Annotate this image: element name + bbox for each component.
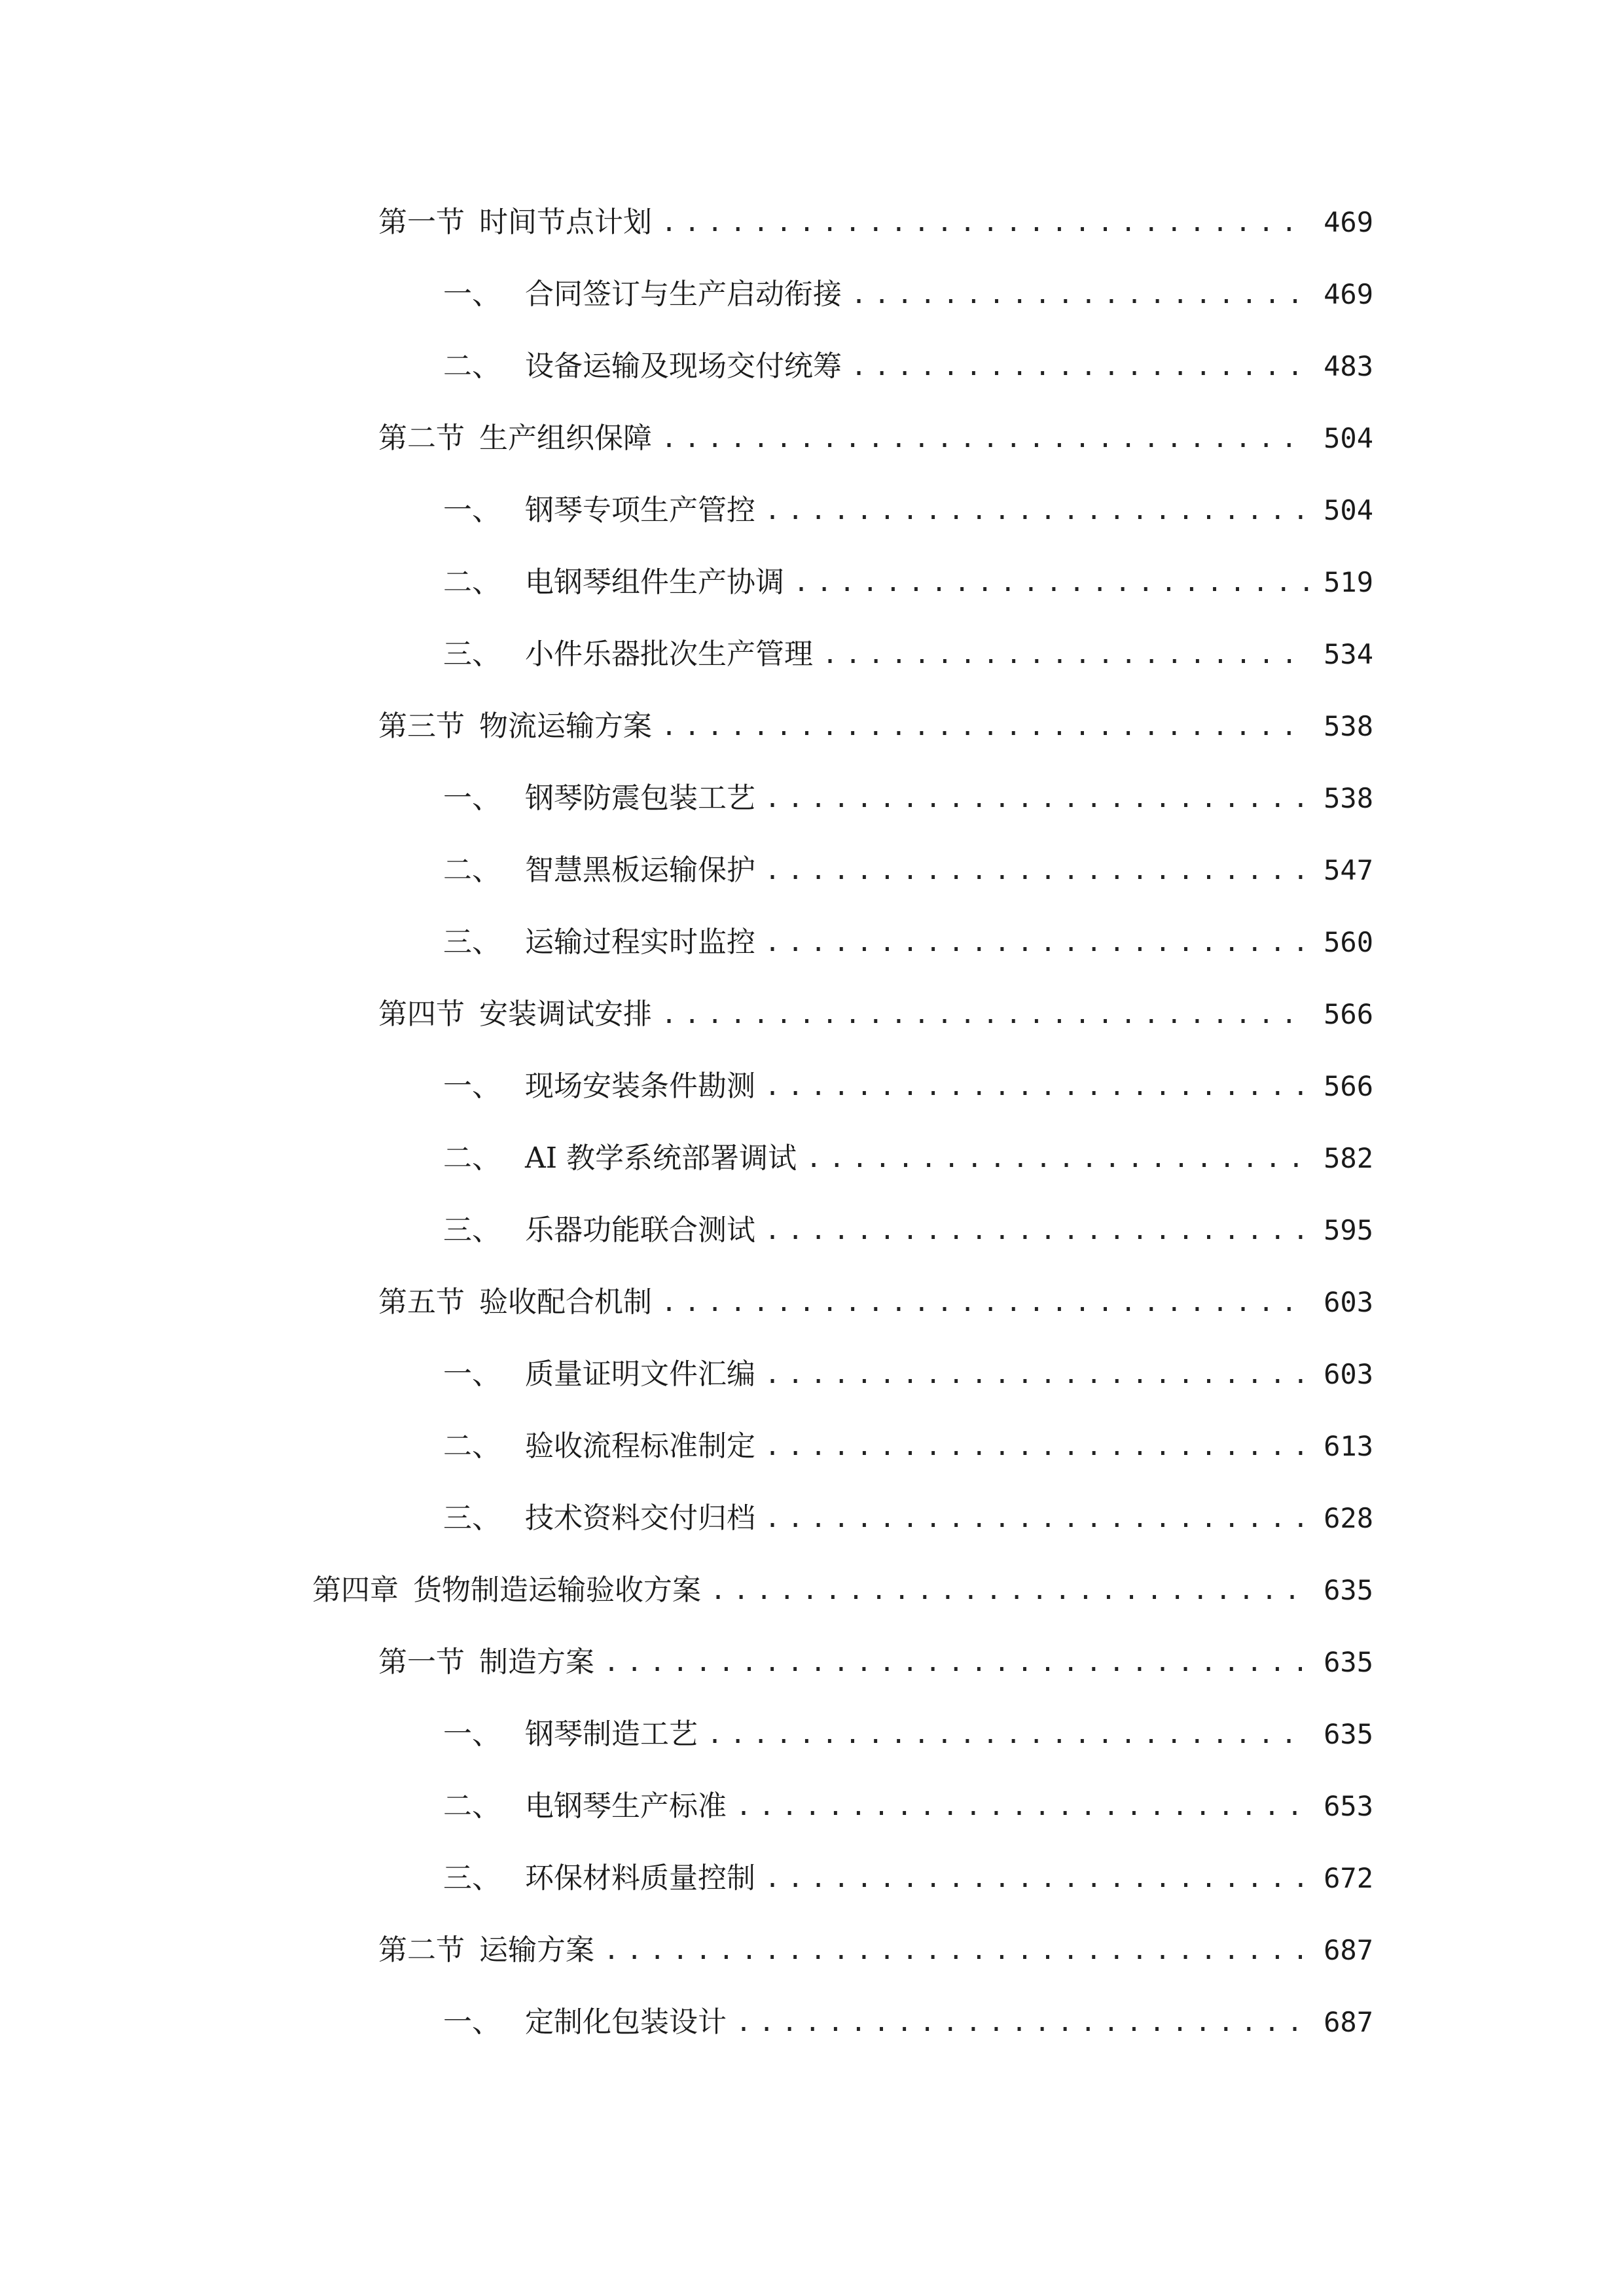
toc-dot-leader bbox=[661, 1266, 1308, 1338]
toc-entry-number: 二、 bbox=[443, 1141, 501, 1175]
toc-entry-number: 三、 bbox=[443, 1861, 501, 1895]
toc-entry[interactable] bbox=[0, 1482, 1624, 1554]
toc-entry-number: 第五节 bbox=[378, 1285, 465, 1319]
toc-entry-title: 钢琴专项生产管控 bbox=[525, 493, 755, 527]
toc-dot-leader bbox=[765, 1842, 1308, 1914]
toc-entry-number: 第一节 bbox=[378, 206, 465, 239]
toc-entry-title: 生产组织保障 bbox=[479, 422, 652, 455]
toc-entry[interactable] bbox=[0, 762, 1624, 834]
toc-entry-number: 一、 bbox=[443, 1717, 501, 1751]
toc-entry[interactable] bbox=[0, 547, 1624, 619]
toc-entry[interactable] bbox=[0, 259, 1624, 331]
toc-entry-title: 验收流程标准制定 bbox=[525, 1429, 755, 1463]
toc-page-number: 504 bbox=[1324, 422, 1373, 454]
toc-entry-number: 第三节 bbox=[378, 709, 465, 743]
toc-page-number: 538 bbox=[1324, 782, 1373, 814]
toc-dot-leader bbox=[765, 762, 1308, 834]
toc-dot-leader bbox=[806, 1122, 1308, 1194]
toc-entry-title: 货物制造运输验收方案 bbox=[413, 1573, 701, 1607]
toc-entry-number: 第四节 bbox=[378, 997, 465, 1031]
toc-dot-leader bbox=[765, 1194, 1308, 1266]
toc-dot-leader bbox=[736, 1986, 1308, 2058]
toc-entry-number: 二、 bbox=[443, 565, 501, 599]
toc-dot-leader bbox=[793, 547, 1308, 619]
toc-entry-title: 定制化包装设计 bbox=[525, 2005, 727, 2039]
toc-entry[interactable] bbox=[0, 187, 1624, 259]
toc-page-number: 687 bbox=[1324, 2006, 1373, 2038]
toc-entry-title: AI 教学系统部署调试 bbox=[525, 1141, 797, 1175]
toc-page-number: 595 bbox=[1324, 1214, 1373, 1246]
toc-entry-number: 二、 bbox=[443, 1429, 501, 1463]
toc-entry[interactable] bbox=[0, 1266, 1624, 1338]
toc-entry[interactable] bbox=[0, 1122, 1624, 1194]
toc-entry-title: 验收配合机制 bbox=[479, 1285, 652, 1319]
toc-page-number: 566 bbox=[1324, 998, 1373, 1030]
toc-page-number: 538 bbox=[1324, 710, 1373, 742]
toc-entry[interactable] bbox=[0, 906, 1624, 978]
toc-entry[interactable] bbox=[0, 1698, 1624, 1770]
toc-entry-number: 第二节 bbox=[378, 422, 465, 455]
toc-dot-leader bbox=[851, 259, 1308, 331]
toc-entry-title: 钢琴制造工艺 bbox=[525, 1717, 698, 1751]
toc-entry-number: 二、 bbox=[443, 853, 501, 887]
toc-entry-title: 电钢琴生产标准 bbox=[525, 1789, 727, 1823]
toc-entry-number: 三、 bbox=[443, 637, 501, 671]
toc-page-number: 635 bbox=[1324, 1646, 1373, 1678]
toc-entry[interactable] bbox=[0, 1050, 1624, 1122]
toc-entry[interactable] bbox=[0, 691, 1624, 762]
toc-dot-leader bbox=[661, 978, 1308, 1050]
toc-page-number: 687 bbox=[1324, 1934, 1373, 1966]
toc-dot-leader bbox=[822, 619, 1308, 691]
toc-page-number: 635 bbox=[1324, 1574, 1373, 1606]
toc-entry-number: 第二节 bbox=[378, 1933, 465, 1967]
toc-entry-number: 第一节 bbox=[378, 1645, 465, 1679]
toc-entry-number: 三、 bbox=[443, 1501, 501, 1535]
toc-dot-leader bbox=[765, 475, 1308, 547]
toc-page-number: 672 bbox=[1324, 1862, 1373, 1894]
toc-entry-title: 物流运输方案 bbox=[479, 709, 652, 743]
toc-page-number: 469 bbox=[1324, 278, 1373, 310]
toc-entry-number: 二、 bbox=[443, 1789, 501, 1823]
toc-entry[interactable] bbox=[0, 1626, 1624, 1698]
toc-dot-leader bbox=[765, 906, 1308, 978]
toc-entry-title: 时间节点计划 bbox=[479, 206, 652, 239]
toc-entry[interactable] bbox=[0, 1770, 1624, 1842]
toc-entry-number: 一、 bbox=[443, 1357, 501, 1391]
toc-page-number: 628 bbox=[1324, 1502, 1373, 1534]
toc-entry[interactable] bbox=[0, 403, 1624, 475]
toc-dot-leader bbox=[765, 1410, 1308, 1482]
toc-page-number: 483 bbox=[1324, 350, 1373, 382]
toc-dot-leader bbox=[604, 1914, 1308, 1986]
toc-page-number: 653 bbox=[1324, 1790, 1373, 1822]
toc-entry-title: 合同签订与生产启动衔接 bbox=[525, 278, 842, 311]
toc-dot-leader bbox=[707, 1698, 1308, 1770]
toc-entry-number: 第四章 bbox=[312, 1573, 399, 1607]
toc-entry-number: 一、 bbox=[443, 1069, 501, 1103]
toc-entry-title: 技术资料交付归档 bbox=[525, 1501, 755, 1535]
toc-entry[interactable] bbox=[0, 1842, 1624, 1914]
toc-entry-title: 设备运输及现场交付统筹 bbox=[525, 350, 842, 383]
toc-entry[interactable] bbox=[0, 978, 1624, 1050]
toc-dot-leader bbox=[736, 1770, 1308, 1842]
toc-page-number: 469 bbox=[1324, 206, 1373, 238]
toc-page-number: 504 bbox=[1324, 494, 1373, 526]
toc-dot-leader bbox=[851, 331, 1308, 403]
toc-dot-leader bbox=[661, 403, 1308, 475]
toc-dot-leader bbox=[661, 187, 1308, 259]
toc-entry-number: 二、 bbox=[443, 350, 501, 383]
toc-entry-number: 三、 bbox=[443, 1213, 501, 1247]
toc-entry[interactable] bbox=[0, 331, 1624, 403]
toc-entry-number: 一、 bbox=[443, 278, 501, 311]
toc-entry-number: 一、 bbox=[443, 493, 501, 527]
toc-entry[interactable] bbox=[0, 1194, 1624, 1266]
toc-entry-number: 三、 bbox=[443, 925, 501, 959]
toc-entry-title: 钢琴防震包装工艺 bbox=[525, 781, 755, 815]
toc-entry-title: 运输过程实时监控 bbox=[525, 925, 755, 959]
toc-entry-number: 一、 bbox=[443, 781, 501, 815]
toc-page-number: 635 bbox=[1324, 1718, 1373, 1750]
toc-dot-leader bbox=[765, 1050, 1308, 1122]
toc-entry-title: 电钢琴组件生产协调 bbox=[525, 565, 784, 599]
toc-dot-leader bbox=[765, 1338, 1308, 1410]
toc-entry[interactable] bbox=[0, 834, 1624, 906]
toc-entry[interactable] bbox=[0, 1554, 1624, 1626]
table-of-contents bbox=[0, 187, 1624, 2058]
toc-entry-title: 制造方案 bbox=[479, 1645, 594, 1679]
toc-dot-leader bbox=[661, 691, 1308, 762]
toc-page-number: 534 bbox=[1324, 638, 1373, 670]
toc-page-number: 547 bbox=[1324, 854, 1373, 886]
toc-entry-title: 现场安装条件勘测 bbox=[525, 1069, 755, 1103]
toc-page-number: 603 bbox=[1324, 1358, 1373, 1390]
toc-dot-leader bbox=[765, 834, 1308, 906]
toc-entry[interactable] bbox=[0, 1338, 1624, 1410]
toc-entry[interactable] bbox=[0, 1914, 1624, 1986]
toc-entry-title: 小件乐器批次生产管理 bbox=[525, 637, 813, 671]
toc-page-number: 603 bbox=[1324, 1286, 1373, 1318]
toc-entry-title: 环保材料质量控制 bbox=[525, 1861, 755, 1895]
toc-entry[interactable] bbox=[0, 619, 1624, 691]
toc-entry-number: 一、 bbox=[443, 2005, 501, 2039]
toc-page-number: 582 bbox=[1324, 1142, 1373, 1174]
toc-page-number: 613 bbox=[1324, 1430, 1373, 1462]
toc-dot-leader bbox=[765, 1482, 1308, 1554]
toc-entry[interactable] bbox=[0, 1410, 1624, 1482]
toc-entry-title: 质量证明文件汇编 bbox=[525, 1357, 755, 1391]
toc-entry-title: 智慧黑板运输保护 bbox=[525, 853, 755, 887]
toc-page-number: 519 bbox=[1324, 566, 1373, 598]
toc-dot-leader bbox=[604, 1626, 1308, 1698]
toc-entry-title: 乐器功能联合测试 bbox=[525, 1213, 755, 1247]
toc-page-number: 566 bbox=[1324, 1070, 1373, 1102]
toc-dot-leader bbox=[710, 1554, 1308, 1626]
toc-entry-title: 运输方案 bbox=[479, 1933, 594, 1967]
toc-entry-title: 安装调试安排 bbox=[479, 997, 652, 1031]
toc-entry[interactable] bbox=[0, 1986, 1624, 2058]
toc-page-number: 560 bbox=[1324, 926, 1373, 958]
toc-entry[interactable] bbox=[0, 475, 1624, 547]
